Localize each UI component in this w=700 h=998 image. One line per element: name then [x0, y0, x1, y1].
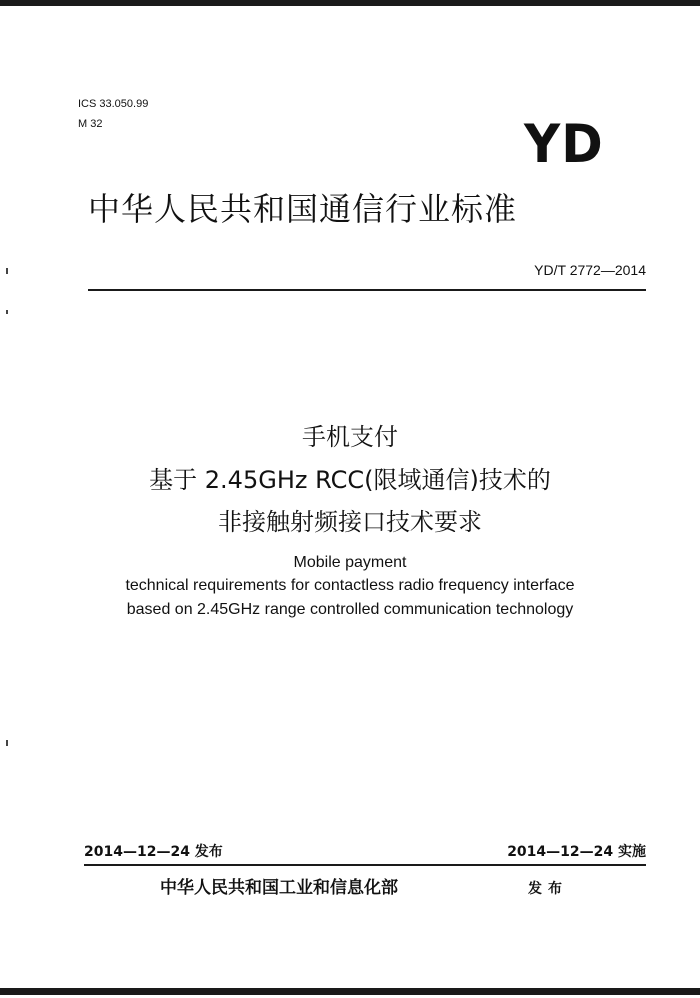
category-code: M 32: [78, 118, 103, 130]
scan-mark: [6, 740, 8, 746]
title-zh-line-1: 手机支付: [302, 423, 398, 451]
ics-code: ICS 33.050.99: [78, 98, 149, 110]
title-en-line-3: based on 2.45GHz range controlled communication technology: [126, 601, 574, 618]
scan-mark: [6, 310, 8, 314]
scan-mark: [6, 268, 8, 274]
footer-divider: [84, 864, 646, 866]
bottom-border-rule: [0, 988, 700, 995]
yd-logo: YD: [524, 113, 604, 175]
implement-date: 2014—12—24 实施: [507, 844, 646, 860]
header-divider: [88, 289, 646, 291]
issuer-name: 中华人民共和国工业和信息化部: [160, 878, 398, 898]
issuer-suffix: 发布: [528, 881, 568, 897]
title-en-line-2: technical requirements for contactless radio frequency interface: [125, 577, 575, 594]
standard-name: 中华人民共和国通信行业标准: [88, 190, 518, 228]
standard-code: YD/T 2772—2014: [534, 262, 646, 278]
title-zh-line-2: 基于 2.45GHz RCC(限域通信)技术的: [149, 466, 551, 494]
title-en-line-1: Mobile payment: [293, 554, 407, 571]
title-zh-line-3: 非接触射频接口技术要求: [218, 508, 482, 536]
top-border-rule: [0, 0, 700, 6]
publish-date: 2014—12—24 发布: [84, 844, 223, 860]
